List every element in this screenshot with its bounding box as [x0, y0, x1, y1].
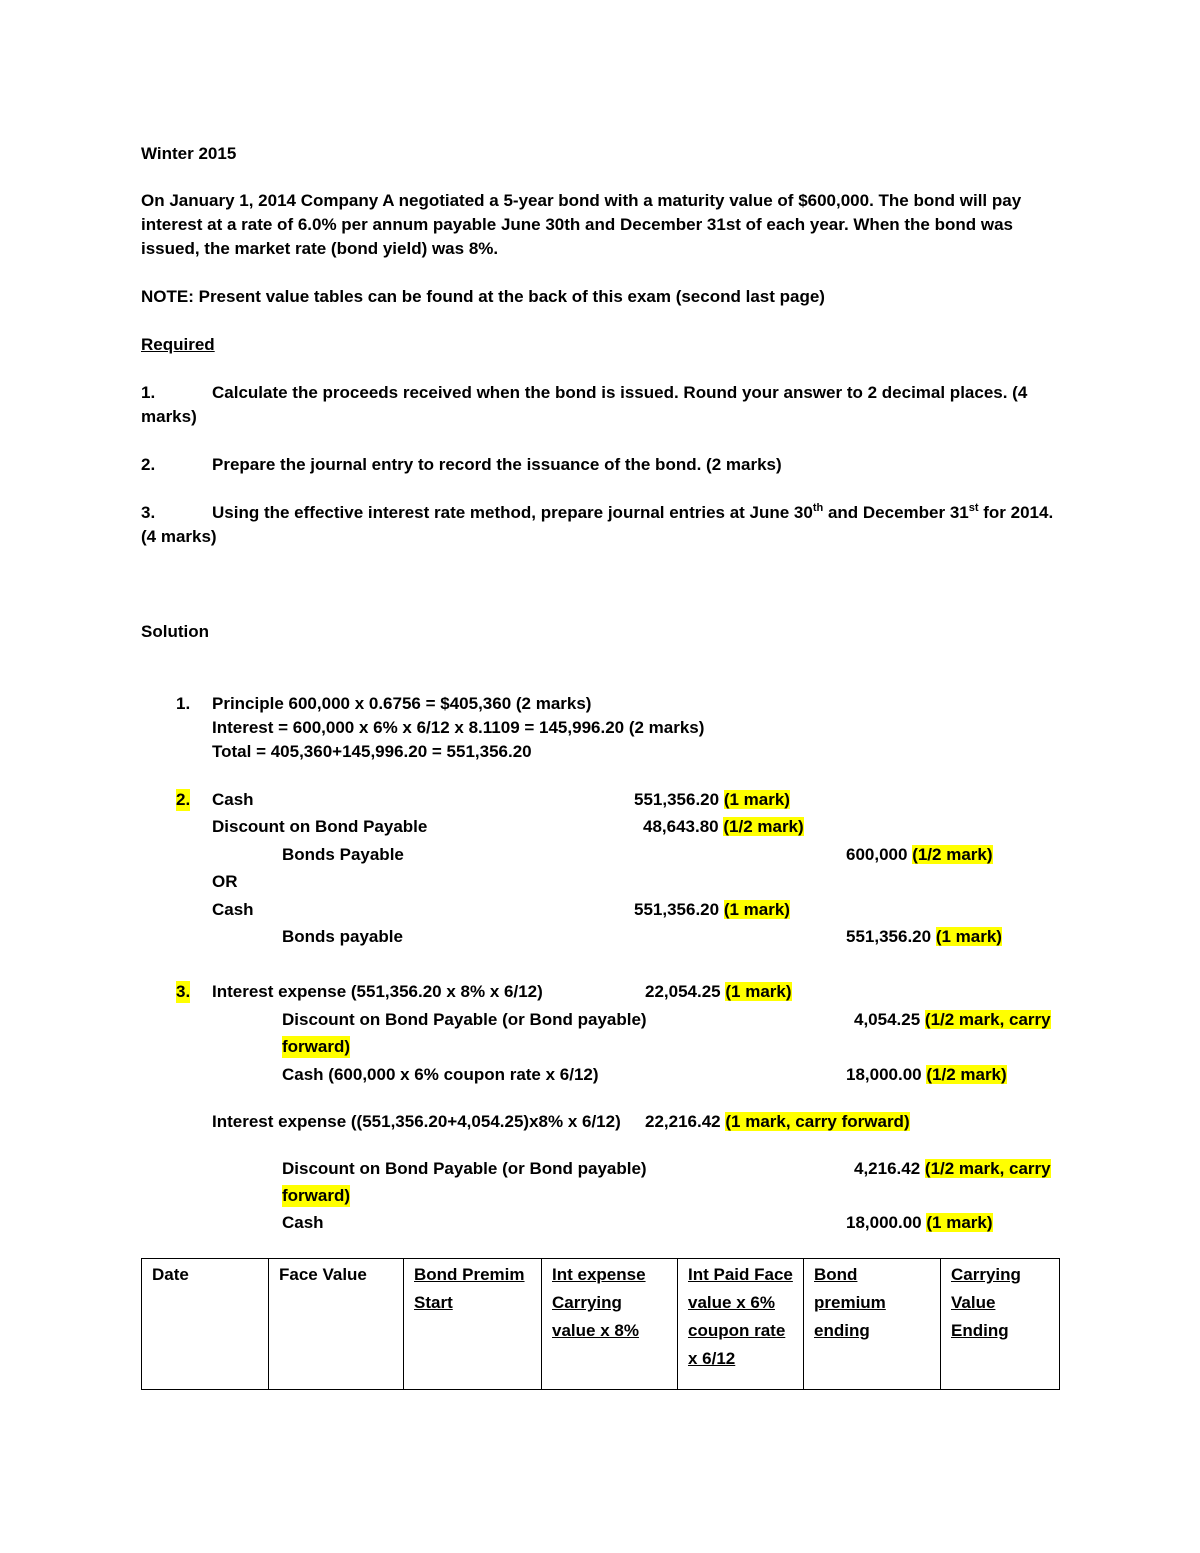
page-title: Winter 2015: [141, 144, 237, 163]
mark-highlight: (1/2 mark, carry: [924, 1010, 1051, 1029]
december-discount-mark-cont: forward): [282, 1186, 350, 1205]
december-interest-expense-label: Interest expense ((551,356.20+4,054.25)x8% x 6/12): [212, 1112, 621, 1131]
header-carrying-value-ending: Carrying Value Ending: [941, 1259, 1060, 1390]
question-line-1: On January 1, 2014 Company A negotiated a 5-year bond with a maturity value of $600,000. The bond will pay: [141, 191, 1022, 210]
journal-alt-cash-debit: 551,356.20 (1 mark): [634, 900, 790, 919]
mark-highlight: (1/2 mark): [723, 817, 804, 836]
december-cash-label: Cash: [282, 1213, 324, 1232]
mark-highlight: (1 mark): [723, 900, 790, 919]
june-cash-credit: 18,000.00 (1/2 mark): [846, 1065, 1007, 1084]
required-item-2-number: 2.: [141, 455, 156, 474]
question-line-3: issued, the market rate (bond yield) was 8%.: [141, 239, 499, 258]
mark-highlight: (1 mark, carry forward): [725, 1112, 910, 1131]
journal-discount-debit: 48,643.80 (1/2 mark): [643, 817, 804, 836]
journal-bonds-payable-label: Bonds Payable: [282, 845, 404, 864]
required-item-1-text: Calculate the proceeds received when the bond is issued. Round your answer to 2 decimal places. (4: [212, 383, 1028, 402]
header-bond-premium-start: Bond Premim Start: [404, 1259, 542, 1390]
mark-highlight: (1/2 mark): [912, 845, 993, 864]
journal-cash-label: Cash: [212, 790, 254, 809]
or-label: OR: [212, 872, 238, 891]
header-face-value: Face Value: [269, 1259, 404, 1390]
june-discount-mark-cont: forward): [282, 1037, 350, 1056]
journal-bonds-payable-credit: 600,000 (1/2 mark): [846, 845, 993, 864]
solution-heading: Solution: [141, 622, 209, 641]
required-heading: Required: [141, 335, 215, 354]
solution-1-number: 1.: [176, 694, 191, 713]
december-interest-expense-debit: 22,216.42 (1 mark, carry forward): [645, 1112, 910, 1131]
journal-cash-debit: 551,356.20 (1 mark): [634, 790, 790, 809]
required-item-3-text: Using the effective interest rate method, prepare journal entries at June 30th and December 31st for 2014.: [212, 502, 1054, 522]
journal-discount-label: Discount on Bond Payable: [212, 817, 428, 836]
june-interest-expense-label: Interest expense (551,356.20 x 8% x 6/12): [212, 982, 543, 1001]
required-item-2-text: Prepare the journal entry to record the issuance of the bond. (2 marks): [212, 455, 782, 474]
header-bond-premium-ending: Bond premium ending: [804, 1259, 941, 1390]
required-item-1-number: 1.: [141, 383, 156, 402]
mark-highlight: (1 mark): [926, 1213, 993, 1232]
table-header-row: [142, 1259, 1060, 1390]
june-cash-label: Cash (600,000 x 6% coupon rate x 6/12): [282, 1065, 599, 1084]
mark-highlight: (1/2 mark, carry: [924, 1159, 1051, 1178]
solution-1-interest: Interest = 600,000 x 6% x 6/12 x 8.1109 = 145,996.20 (2 marks): [212, 718, 705, 737]
header-date: Date: [142, 1259, 269, 1390]
mark-highlight: (1 mark): [935, 927, 1002, 946]
journal-alt-cash-label: Cash: [212, 900, 254, 919]
solution-2-number: 2.: [176, 790, 191, 809]
header-int-expense: Int expense Carrying value x 8%: [542, 1259, 678, 1390]
solution-1-total: Total = 405,360+145,996.20 = 551,356.20: [212, 742, 532, 761]
question-line-2: interest at a rate of 6.0% per annum payable June 30th and December 31st of each year. When the bond was: [141, 215, 1013, 234]
journal-alt-bonds-payable-label: Bonds payable: [282, 927, 403, 946]
solution-1-principle: Principle 600,000 x 0.6756 = $405,360 (2 marks): [212, 694, 592, 713]
required-item-1-text-cont: marks): [141, 407, 197, 426]
header-int-paid: Int Paid Face value x 6% coupon rate x 6/12: [678, 1259, 804, 1390]
june-discount-credit: 4,054.25 (1/2 mark, carry: [854, 1010, 1051, 1029]
journal-alt-bonds-payable-credit: 551,356.20 (1 mark): [846, 927, 1002, 946]
solution-3-number: 3.: [176, 982, 191, 1001]
required-item-3-text-cont: (4 marks): [141, 527, 217, 546]
amortization-table: [141, 1258, 1060, 1390]
december-cash-credit: 18,000.00 (1 mark): [846, 1213, 993, 1232]
mark-highlight: (1/2 mark): [926, 1065, 1007, 1084]
note: NOTE: Present value tables can be found at the back of this exam (second last page): [141, 287, 825, 306]
december-discount-label: Discount on Bond Payable (or Bond payable): [282, 1159, 647, 1178]
june-interest-expense-debit: 22,054.25 (1 mark): [645, 982, 792, 1001]
june-discount-label: Discount on Bond Payable (or Bond payable): [282, 1010, 647, 1029]
required-item-3-number: 3.: [141, 503, 156, 522]
mark-highlight: (1 mark): [723, 790, 790, 809]
mark-highlight: (1 mark): [725, 982, 792, 1001]
december-discount-credit: 4,216.42 (1/2 mark, carry: [854, 1159, 1051, 1178]
